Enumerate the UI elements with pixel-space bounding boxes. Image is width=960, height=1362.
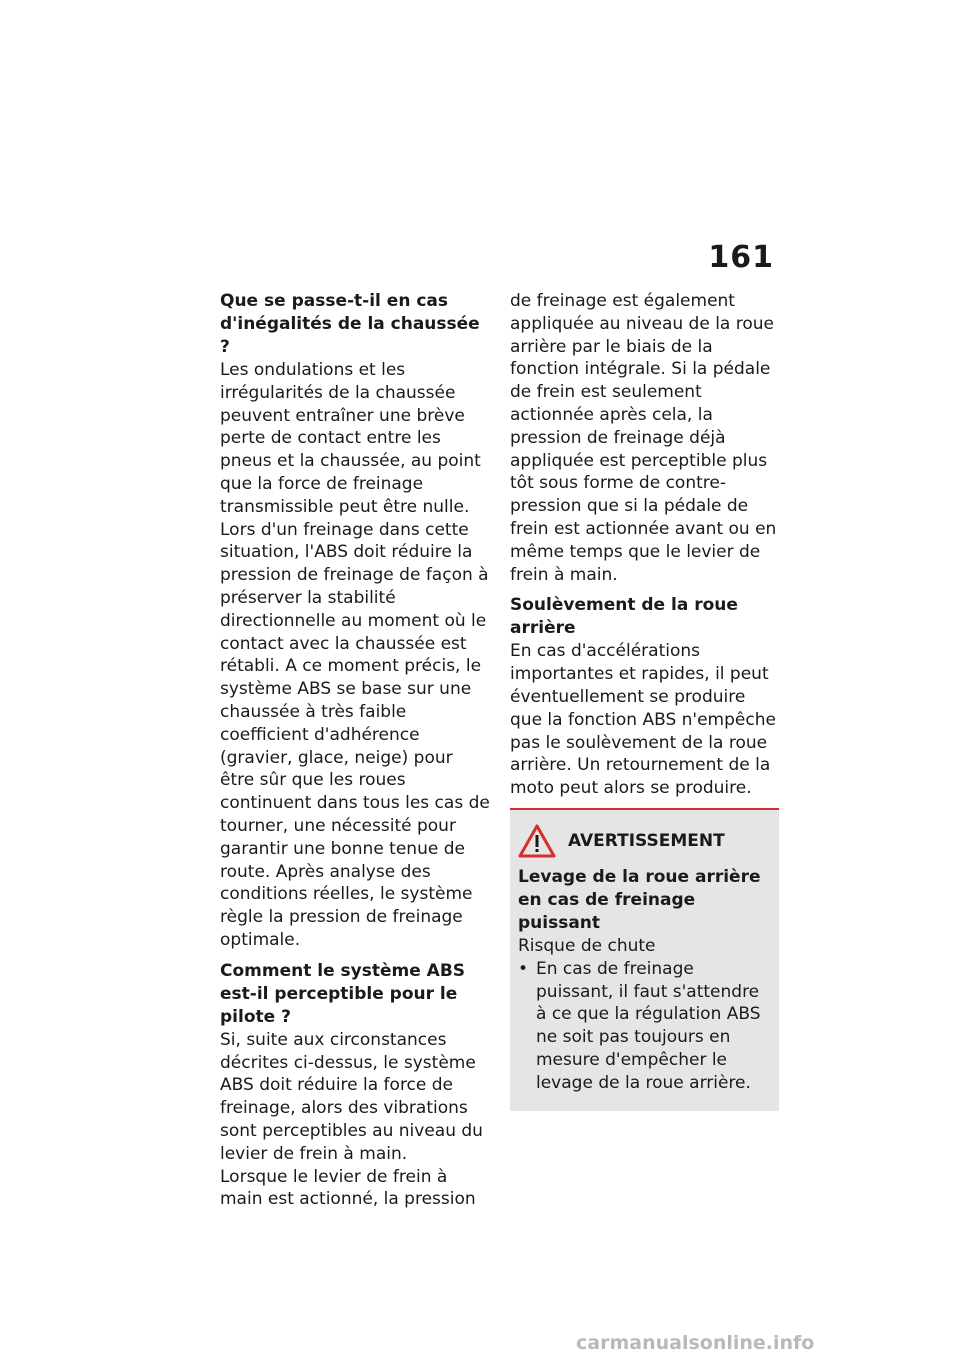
paragraph-rear-wheel-lift: En cas d'accélérations importantes et rapides, il peut éventuellement se produire que la fonction ABS n'empêche pas le soulèvement de la roue arrière. Un retournement de la moto peut alors se produire. [510,641,776,799]
warning-bullet-text: En cas de freinage puissant, il faut s'attendre à ce que la régulation ABS ne soit pas toujours en mesure d'empêcher le levage de la roue arrière. [536,958,761,1093]
paragraph-hand-lever: Lorsque le levier de frein à main est actionné, la pression [220,1166,476,1210]
paragraph-integral-braking: de freinage est également appliquée au niveau de la roue arrière par le biais de la fonction intégrale. Si la pédale de frein est seulement actionnée après cela, la pression de freinage déjà appliquée est perceptible plus tôt sous forme de contre-pression que si la pédale de frein est actionnée avant ou en même temps que le levier de frein à main. [510,291,777,585]
warning-bullet-list [518,958,771,1095]
page-number: 161 [708,240,774,275]
warning-title: AVERTISSEMENT [568,830,725,851]
warning-box [510,808,779,1111]
bullet-symbol: • [518,958,529,979]
section-heading-abs-perceptible: Comment le système ABS est-il perceptible pour le pilote ? [220,960,466,1027]
paragraph-abs-perceptible: Si, suite aux circonstances décrites ci-dessus, le système ABS doit réduire la force de freinage, alors des vibrations sont perceptibles au niveau du levier de frein à main. [220,1029,483,1164]
warning-bullet-item [518,958,771,1095]
right-column [510,290,779,1111]
warning-heading: Levage de la roue arrière en cas de freinage puissant [518,866,761,933]
section-heading-uneven-road: Que se passe-t-il en cas d'inégalités de la chaussée ? [220,291,480,357]
left-column [220,290,490,1219]
warning-risk: Risque de chute [518,935,656,956]
warning-triangle-icon [518,824,556,858]
section-heading-rear-wheel-lift: Soulèvement de la roue arrière [510,595,738,639]
warning-header [518,824,771,858]
paragraph-uneven-road: Les ondulations et les irrégularités de la chaussée peuvent entraîner une brève perte de contact entre les pneus et la chaussée, au point que la force de freinage transmissible peut être nulle. Lors d'un freinage dans cette situation, l'ABS doit réduire la pression de freinage de façon à préserver la stabilité directionnelle au moment où le contact avec la chaussée est rétabli. A ce moment précis, le système ABS se base sur une chaussée à très faible coefficient d'adhérence (gravier, glace, neige) pour être sûr que les roues continuent dans tous les cas de tourner, une nécessité pour garantir une bonne tenue de route. Après analyse des conditions réelles, le système règle la pression de freinage optimale. [220,360,490,950]
watermark: carmanualsonline.info [576,1332,815,1354]
